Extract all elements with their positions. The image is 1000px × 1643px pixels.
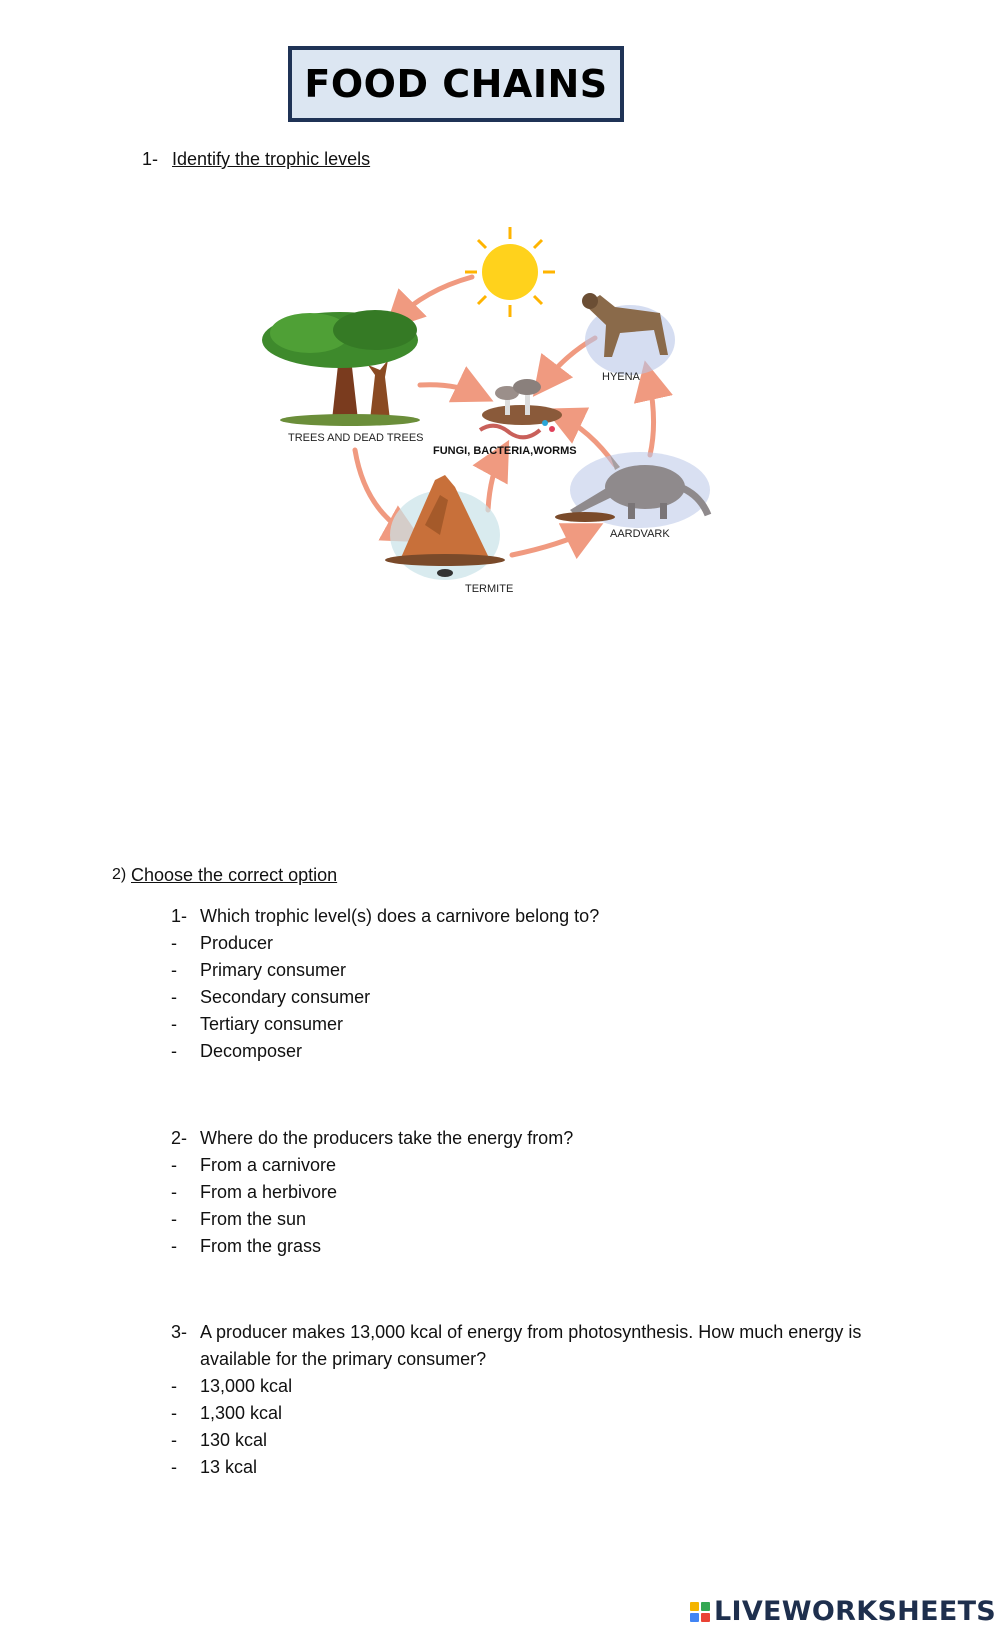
footer-brand[interactable] — [690, 1596, 996, 1627]
tree-icon — [262, 310, 420, 426]
q1-option-decomposer[interactable]: Decomposer — [200, 1041, 303, 1061]
title-box — [288, 46, 624, 122]
label-decomposers: FUNGI, BACTERIA,WORMS — [433, 445, 577, 457]
bullet: - — [171, 1041, 177, 1061]
bullet: - — [171, 1209, 177, 1229]
arrow-aardvark-to-hyena — [648, 375, 654, 455]
section1-number: 1- — [142, 149, 159, 169]
q1-option-secondary-consumer[interactable]: Secondary consumer — [200, 987, 371, 1007]
bullet: - — [171, 1155, 177, 1175]
question-1-number: 1- — [171, 906, 188, 926]
q3-option-1300[interactable]: 1,300 kcal — [200, 1403, 283, 1423]
q1-option-tertiary-consumer[interactable]: Tertiary consumer — [200, 1014, 344, 1034]
bullet: - — [171, 1403, 177, 1423]
q2-option-carnivore[interactable]: From a carnivore — [200, 1155, 337, 1175]
question-3-number: 3- — [171, 1322, 188, 1342]
question-1-text: Which trophic level(s) does a carnivore belong to? — [200, 906, 600, 926]
bullet: - — [171, 1457, 177, 1477]
question-3-text-line1: A producer makes 13,000 kcal of energy from photosynthesis. How much energy is — [200, 1322, 862, 1342]
q1-option-primary-consumer[interactable]: Primary consumer — [200, 960, 347, 980]
label-aardvark: AARDVARK — [610, 528, 670, 540]
bullet: - — [171, 987, 177, 1007]
arrow-trees-to-decomposers — [420, 385, 480, 395]
bullet: - — [171, 933, 177, 953]
mushroom-icon — [480, 379, 562, 437]
q2-option-sun[interactable]: From the sun — [200, 1209, 307, 1229]
bullet: - — [171, 1430, 177, 1450]
q3-option-130[interactable]: 130 kcal — [200, 1430, 268, 1450]
sun-icon — [465, 227, 555, 317]
footer-brand-text: LIVEWORKSHEETS — [714, 1596, 997, 1627]
bullet: - — [171, 1376, 177, 1396]
section2-number: 2) — [112, 866, 127, 883]
food-chain-diagram — [240, 225, 760, 625]
bullet: - — [171, 1236, 177, 1256]
liveworksheets-logo-icon — [690, 1602, 710, 1622]
label-hyena: HYENA — [602, 371, 640, 383]
section1-heading: Identify the trophic levels — [172, 149, 371, 169]
arrow-termite-to-decomposers — [488, 453, 502, 510]
q2-option-grass[interactable]: From the grass — [200, 1236, 322, 1256]
q2-option-herbivore[interactable]: From a herbivore — [200, 1182, 338, 1202]
arrow-sun-to-trees — [395, 277, 472, 320]
label-termite: TERMITE — [465, 583, 514, 595]
bullet: - — [171, 1014, 177, 1034]
arrow-termite-to-aardvark — [512, 530, 590, 555]
question-2-number: 2- — [171, 1128, 188, 1148]
bullet: - — [171, 960, 177, 980]
bullet: - — [171, 1182, 177, 1202]
aardvark-icon — [555, 452, 710, 528]
q1-option-producer[interactable]: Producer — [200, 933, 274, 953]
q3-option-13[interactable]: 13 kcal — [200, 1457, 258, 1477]
question-3-text-line2: available for the primary consumer? — [200, 1349, 487, 1369]
page-title: FOOD CHAINS — [304, 62, 608, 106]
hyena-icon — [582, 293, 675, 375]
label-trees: TREES AND DEAD TREES — [288, 432, 424, 444]
termite-mound-icon — [385, 475, 505, 580]
q3-option-13000[interactable]: 13,000 kcal — [200, 1376, 293, 1396]
question-2-text: Where do the producers take the energy from? — [200, 1128, 574, 1148]
section2-heading: Choose the correct option — [131, 865, 338, 885]
